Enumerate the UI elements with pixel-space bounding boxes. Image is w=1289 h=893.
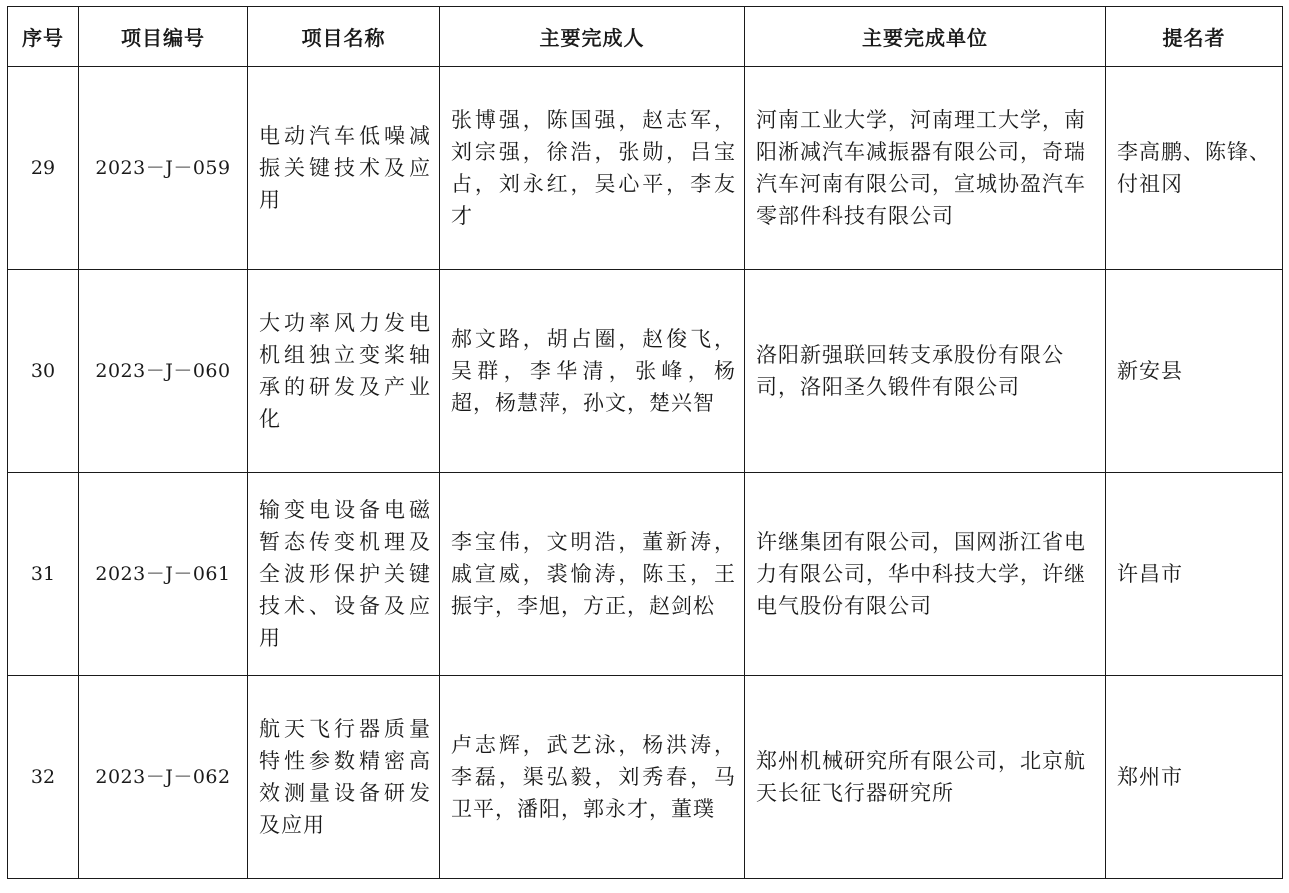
table-header [8, 7, 1283, 67]
row-nominator: 李高鹏、陈锋、付祖冈 [1106, 67, 1283, 270]
header-nominator: 提名者 [1106, 7, 1283, 67]
row-people: 张博强，陈国强，赵志军，刘宗强，徐浩，张勋，吕宝占，刘永红，吴心平，李友才 [440, 67, 745, 270]
row-project-name: 大功率风力发电机组独立变桨轴承的研发及产业化 [248, 270, 440, 473]
row-code: 2023－J－059 [79, 67, 248, 270]
row-no: 32 [8, 676, 79, 879]
header-org: 主要完成单位 [745, 7, 1106, 67]
row-no: 31 [8, 473, 79, 676]
header-no: 序号 [8, 7, 79, 67]
row-code: 2023－J－062 [79, 676, 248, 879]
table-row [8, 676, 1283, 879]
header-row [8, 7, 1283, 67]
row-nominator: 许昌市 [1106, 473, 1283, 676]
row-no: 29 [8, 67, 79, 270]
row-code: 2023－J－060 [79, 270, 248, 473]
table-row [8, 473, 1283, 676]
row-org: 河南工业大学，河南理工大学，南阳淅减汽车减振器有限公司，奇瑞汽车河南有限公司，宣城协盈汽车零部件科技有限公司 [745, 67, 1106, 270]
row-project-name: 航天飞行器质量特性参数精密高效测量设备研发及应用 [248, 676, 440, 879]
header-code: 项目编号 [79, 7, 248, 67]
row-org: 洛阳新强联回转支承股份有限公司，洛阳圣久锻件有限公司 [745, 270, 1106, 473]
header-name: 项目名称 [248, 7, 440, 67]
row-people: 卢志辉，武艺泳，杨洪涛，李磊，渠弘毅，刘秀春，马卫平，潘阳，郭永才，董璞 [440, 676, 745, 879]
row-nominator: 新安县 [1106, 270, 1283, 473]
row-nominator: 郑州市 [1106, 676, 1283, 879]
award-projects-table [7, 6, 1283, 879]
table-row [8, 270, 1283, 473]
row-org: 郑州机械研究所有限公司，北京航天长征飞行器研究所 [745, 676, 1106, 879]
row-people: 郝文路，胡占圈，赵俊飞，吴群，李华清，张峰，杨超，杨慧萍，孙文，楚兴智 [440, 270, 745, 473]
table-body [8, 67, 1283, 879]
row-no: 30 [8, 270, 79, 473]
row-people: 李宝伟，文明浩，董新涛，戚宣威，裘愉涛，陈玉，王振宇，李旭，方正，赵剑松 [440, 473, 745, 676]
table-row [8, 67, 1283, 270]
row-code: 2023－J－061 [79, 473, 248, 676]
row-project-name: 电动汽车低噪减振关键技术及应用 [248, 67, 440, 270]
header-people: 主要完成人 [440, 7, 745, 67]
row-org: 许继集团有限公司，国网浙江省电力有限公司，华中科技大学，许继电气股份有限公司 [745, 473, 1106, 676]
row-project-name: 输变电设备电磁暂态传变机理及全波形保护关键技术、设备及应用 [248, 473, 440, 676]
